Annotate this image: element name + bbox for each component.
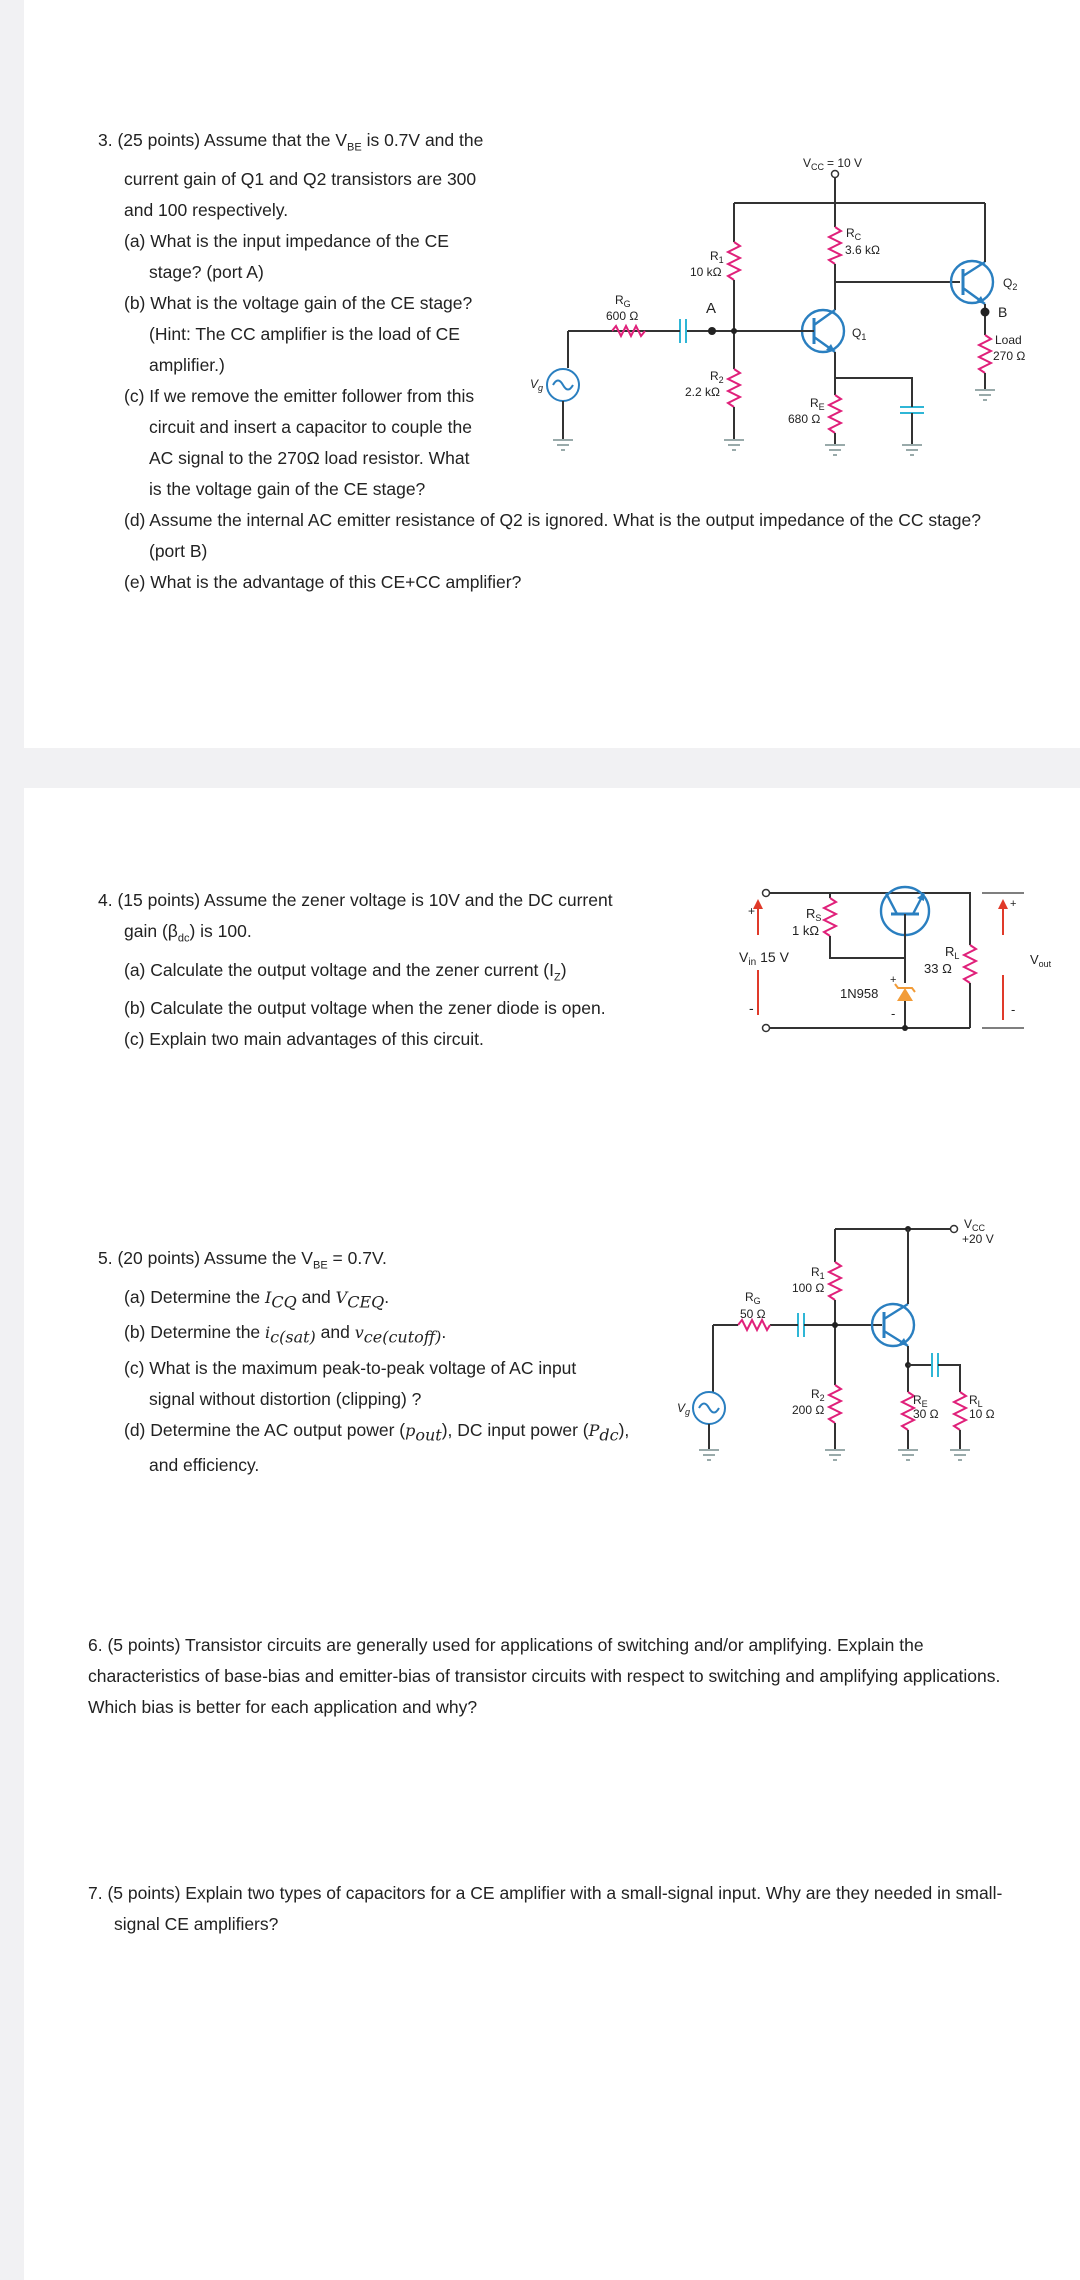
q4-vin-label: $V_{in}$ 15 V xyxy=(739,949,789,968)
ground-icon xyxy=(950,1450,970,1460)
q4-diode-label: 1N958 xyxy=(840,986,879,1001)
q3-part-b-cont: amplifier.) xyxy=(149,354,225,375)
q3-re-label: $R_E$ xyxy=(810,396,825,412)
q3-rg-label: $R_G$ xyxy=(615,293,631,309)
q4-vin-plus: + xyxy=(748,904,756,918)
q7-line: signal CE amplifiers? xyxy=(114,1914,279,1934)
q4-title: 4. (15 points) Assume the zener voltage is 10V and the DC current xyxy=(98,890,613,910)
q4-rl-value: 33 Ω xyxy=(924,961,952,976)
q4-part-b: (b) Calculate the output voltage when the zener diode is open. xyxy=(124,998,606,1018)
q5-part-c-cont: signal without distortion (clipping) ? xyxy=(149,1388,422,1409)
sine-icon xyxy=(699,1404,719,1413)
q3-q1-label: $Q_1$ xyxy=(852,326,867,342)
q5-r2-label: $R_2$ xyxy=(811,1387,825,1403)
question-6 xyxy=(88,1630,1068,1723)
q3-part-c-cont: is the voltage gain of the CE stage? xyxy=(149,478,426,499)
ground-icon xyxy=(699,1450,719,1460)
q4-vout-plus: + xyxy=(1010,898,1017,910)
q5-vcc-label: $V_{CC}$ xyxy=(964,1217,986,1233)
q6-line: 6. (5 points) Transistor circuits are generally used for applications of switching and/or amplifying. Explain the xyxy=(88,1635,924,1655)
q5-rl-label: $R_L$ xyxy=(969,1393,983,1409)
q5-rg-value: 50 Ω xyxy=(740,1307,766,1321)
q6-line: Which bias is better for each application and why? xyxy=(88,1697,478,1717)
q3-r2-label: $R_2$ xyxy=(710,369,724,385)
q5-re-label: $R_E$ xyxy=(913,1393,928,1409)
ground-icon xyxy=(898,1450,918,1460)
q3-r2-value: 2.2 kΩ xyxy=(685,385,720,399)
q3-title: 3. (25 points) Assume that the $V_{BE}$ is 0.7V and the xyxy=(98,130,484,154)
q3-vg-label: $V_g$ xyxy=(530,377,544,393)
q4-part-c: (c) Explain two main advantages of this circuit. xyxy=(124,1029,484,1049)
q3-line: and 100 respectively. xyxy=(124,199,289,220)
q4-vin-minus: - xyxy=(749,1000,754,1016)
q5-vcc-terminal xyxy=(951,1226,958,1233)
wire xyxy=(938,1365,960,1392)
q4-zener-plus: + xyxy=(890,974,897,986)
q4-rs-value: 1 kΩ xyxy=(792,923,820,938)
resistor-r1 xyxy=(829,1262,841,1300)
q5-re-value: 30 Ω xyxy=(913,1407,939,1421)
q3-part-b: (b) What is the voltage gain of the CE stage? xyxy=(124,292,473,313)
q3-port-a-label: A xyxy=(706,300,717,317)
q5-r2-value: 200 Ω xyxy=(792,1403,825,1417)
q4-zener-minus: - xyxy=(891,1006,896,1021)
q3-re-value: 680 Ω xyxy=(788,412,821,426)
resistor-r2 xyxy=(829,1385,841,1423)
q3-q2-label: $Q_2$ xyxy=(1003,276,1018,292)
q3-part-b-cont: (Hint: The CC amplifier is the load of CE xyxy=(149,323,460,344)
q5-part-b: (b) Determine the $i_{c(sat)}$ and $v_{ce(cutoff)}$. xyxy=(124,1322,447,1347)
q6-line: characteristics of base-bias and emitter-bias of transistor circuits with respect to switching and amplifying applications. xyxy=(88,1666,1001,1686)
q3-r1-label: $R_1$ xyxy=(710,249,724,265)
q3-part-a-cont: stage? (port A) xyxy=(149,261,264,282)
q5-title: 5. (20 points) Assume the $V_{BE} = 0.7V$. xyxy=(98,1248,387,1272)
q3-part-c-cont: AC signal to the 270Ω load resistor. What xyxy=(149,447,470,468)
q3-vcc-label: $V_{CC} = 10$ V xyxy=(803,156,863,172)
q3-load-label: Load xyxy=(995,333,1022,347)
q3-part-a: (a) What is the input impedance of the CE xyxy=(124,230,449,251)
q5-part-a: (a) Determine the $I_{CQ}$ and $V_{CEQ}$. xyxy=(124,1286,390,1311)
q4-vout-minus: - xyxy=(1011,1002,1016,1017)
q3-part-c: (c) If we remove the emitter follower from this xyxy=(124,385,475,406)
q5-r1-value: 100 Ω xyxy=(792,1281,825,1295)
q3-r1-value: 10 kΩ xyxy=(690,265,722,279)
q5-vcc-value: +20 V xyxy=(962,1232,994,1246)
q3-part-c-cont: circuit and insert a capacitor to couple the xyxy=(149,416,472,437)
q5-rl-value: 10 Ω xyxy=(969,1407,995,1421)
q4-vout-label: $V_{out}$ xyxy=(1030,952,1052,969)
q3-line: current gain of Q1 and Q2 transistors are 300 xyxy=(124,168,477,189)
q5-part-d-cont: and efficiency. xyxy=(149,1455,260,1475)
q3-rc-label: $R_C$ xyxy=(846,226,862,242)
q3-part-d-cont: (port B) xyxy=(149,540,208,561)
q5-part-d: (d) Determine the AC output power $(p_{out})$, DC input power $(P_{dc})$, xyxy=(124,1419,630,1444)
q4-rs-label: $R_S$ xyxy=(806,906,822,923)
q4-line: gain $(\beta_{dc})$ is 100. xyxy=(124,921,252,945)
q3-rg-value: 600 Ω xyxy=(606,309,639,323)
q5-rg-label: $R_G$ xyxy=(745,1290,761,1306)
q5-part-c: (c) What is the maximum peak-to-peak voltage of AC input xyxy=(124,1357,577,1378)
ground-icon xyxy=(825,1450,845,1460)
q3-load-value: 270 Ω xyxy=(993,349,1026,363)
resistor-rg xyxy=(738,1320,770,1330)
q3-part-e: (e) What is the advantage of this CE+CC amplifier? xyxy=(124,571,522,592)
q3-rc-value: 3.6 kΩ xyxy=(845,243,880,257)
q5-r1-label: $R_1$ xyxy=(811,1265,825,1281)
junction xyxy=(832,1322,838,1328)
q4-part-a: (a) Calculate the output voltage and the zener current $(I_Z)$ xyxy=(124,959,567,983)
resistor-rl xyxy=(954,1392,966,1430)
q5-vg-label: $V_g$ xyxy=(677,1401,691,1417)
q5-collector xyxy=(884,1304,908,1319)
question-7 xyxy=(88,1878,1068,1940)
q4-rl-label: $R_L$ xyxy=(945,944,960,961)
q3-port-b-label: B xyxy=(998,304,1008,320)
q3-part-d: (d) Assume the internal AC emitter resistance of Q2 is ignored. What is the output impedance of the CC stage? xyxy=(124,509,981,530)
q7-line: 7. (5 points) Explain two types of capacitors for a CE amplifier with a small-signal input. Why are they needed in small- xyxy=(88,1883,1003,1903)
